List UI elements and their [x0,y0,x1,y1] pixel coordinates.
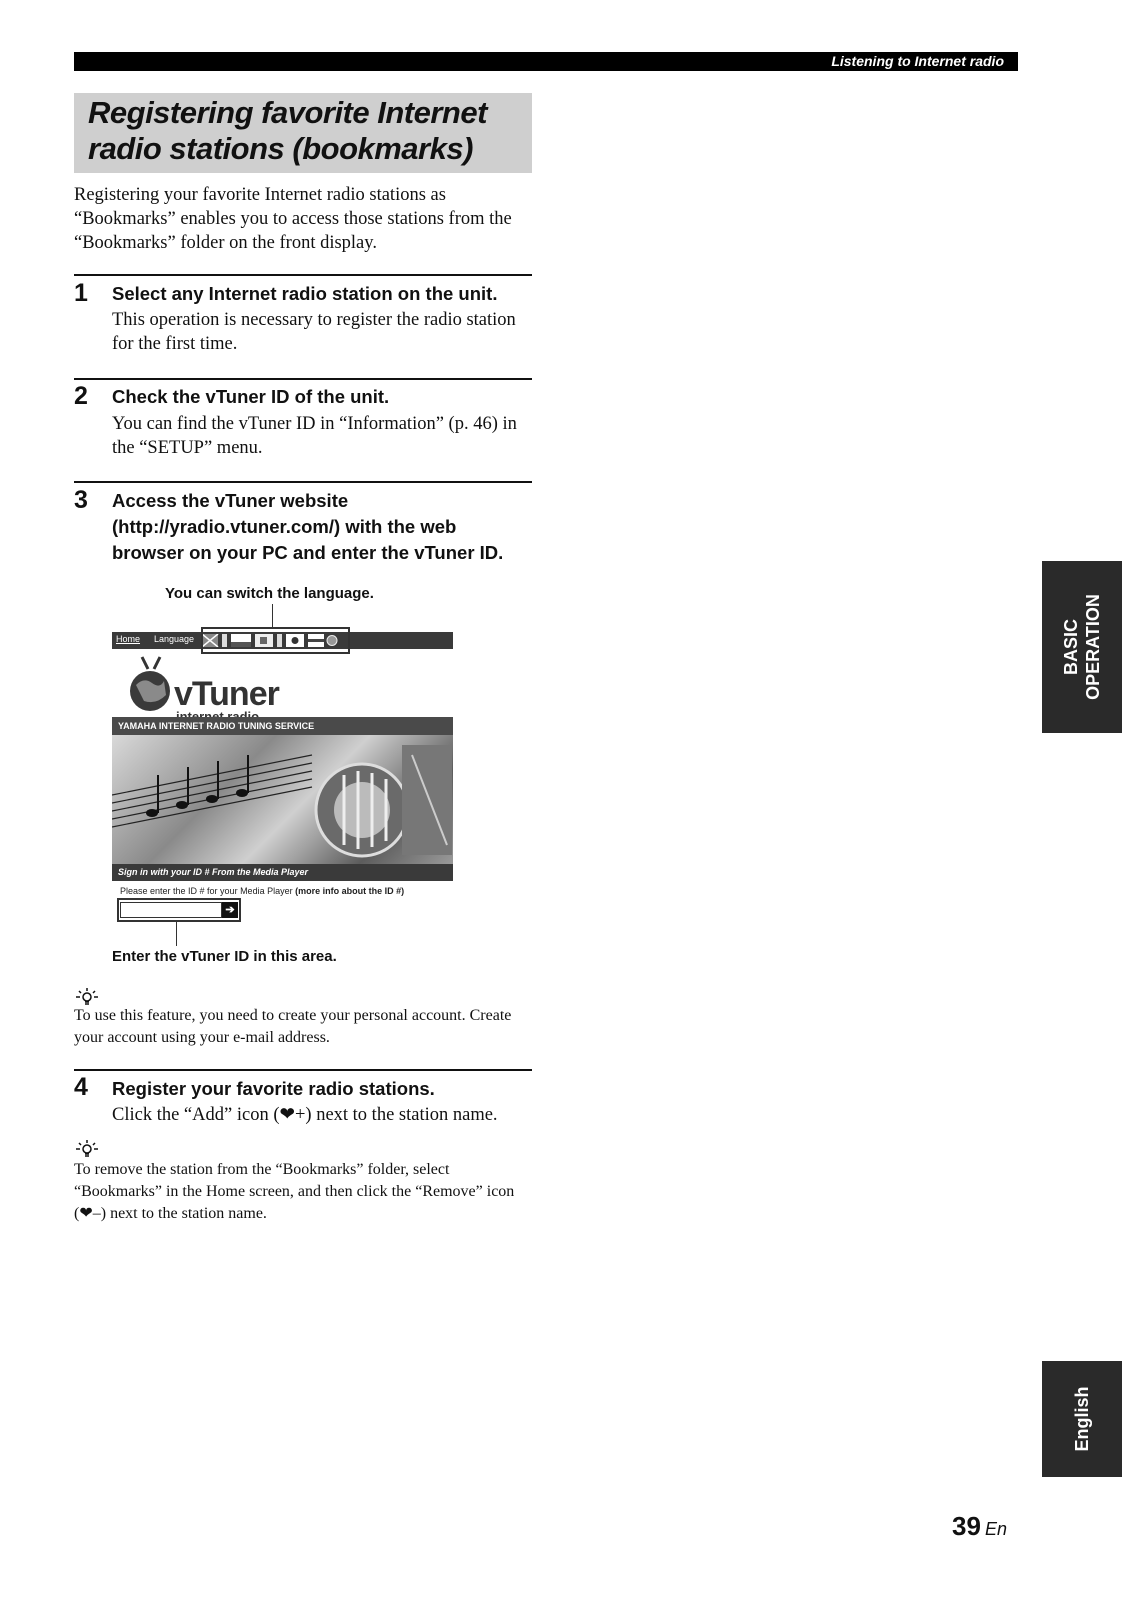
vtuner-logo-text: vTuner [174,675,279,713]
music-banner-image [112,735,453,864]
hint-lightbulb-icon [74,1138,100,1158]
callout-leader [176,922,177,946]
step-divider [74,1069,532,1071]
step-body: Click the “Add” icon (❤+) next to the station name. [112,1105,498,1125]
music-notes-icon [112,735,453,864]
step-number: 2 [74,382,88,410]
page-number-value: 39 [952,1511,981,1541]
page-lang-suffix: En [984,1519,1007,1539]
step-heading: Register your favorite radio stations. [112,1078,435,1099]
side-tab-line2: OPERATION [1083,594,1103,700]
step-heading: Check the vTuner ID of the unit. [112,386,390,407]
step-heading: Access the vTuner website (http://yradio.vtuner.com/) with the web browser on your PC and enter the vTuner ID. [112,490,504,563]
step-number: 4 [74,1073,88,1101]
home-link: Home [116,634,141,644]
step-divider [74,274,532,276]
step-number: 3 [74,486,88,514]
callout-leader [272,604,273,628]
language-highlight-frame [201,627,350,654]
globe-logo-icon [126,655,172,713]
header-bar [74,52,1018,71]
more-info-link: (more info about the ID #) [295,886,405,896]
signin-prompt-text: Please enter the ID # for your Media Player [120,886,293,896]
id-highlight-frame [117,898,241,922]
step-heading: Select any Internet radio station on the unit. [112,283,498,304]
callout-id-area: Enter the vTuner ID in this area. [112,948,337,965]
vtuner-logo-area [112,649,453,717]
tip-text: To use this feature, you need to create your personal account. Create your account using your e-mail address. [74,1007,512,1046]
hint-lightbulb-icon [74,986,100,1006]
go-arrow-icon: ➔ [222,902,238,918]
vtuner-screenshot [112,632,453,936]
step-divider [74,378,532,380]
section-side-tab [1042,561,1122,733]
tip-text: To remove the station from the “Bookmarks” folder, select “Bookmarks” in the Home screen, and then click the “Remove” icon (❤–) next to the station name. [74,1161,515,1222]
page-title: Registering favorite Internet radio stations (bookmarks) [88,95,487,166]
page-number [952,1511,1007,1542]
language-label: Language [154,634,195,644]
intro-paragraph: Registering your favorite Internet radio stations as “Bookmarks” enables you to access those stations from the “Bookmarks” folder on the front display. [74,185,512,253]
language-tab-label: English [1072,1386,1092,1452]
step-divider [74,481,532,483]
service-title-bar [112,717,453,735]
signin-title: Sign in with your ID # From the Media Player [118,867,309,877]
signin-title-bar [112,864,453,881]
callout-language: You can switch the language. [165,585,374,602]
section-header: Listening to Internet radio [831,53,1004,69]
title-box [74,93,532,173]
language-side-tab [1042,1361,1122,1477]
step-number: 1 [74,279,88,307]
side-tab-line1: BASIC [1061,618,1081,676]
service-title: YAMAHA INTERNET RADIO TUNING SERVICE [118,721,315,731]
step-body: This operation is necessary to register the radio station for the first time. [112,310,516,354]
signin-prompt [120,886,404,896]
step-body: You can find the vTuner ID in “Information” (p. 46) in the “SETUP” menu. [112,414,517,458]
